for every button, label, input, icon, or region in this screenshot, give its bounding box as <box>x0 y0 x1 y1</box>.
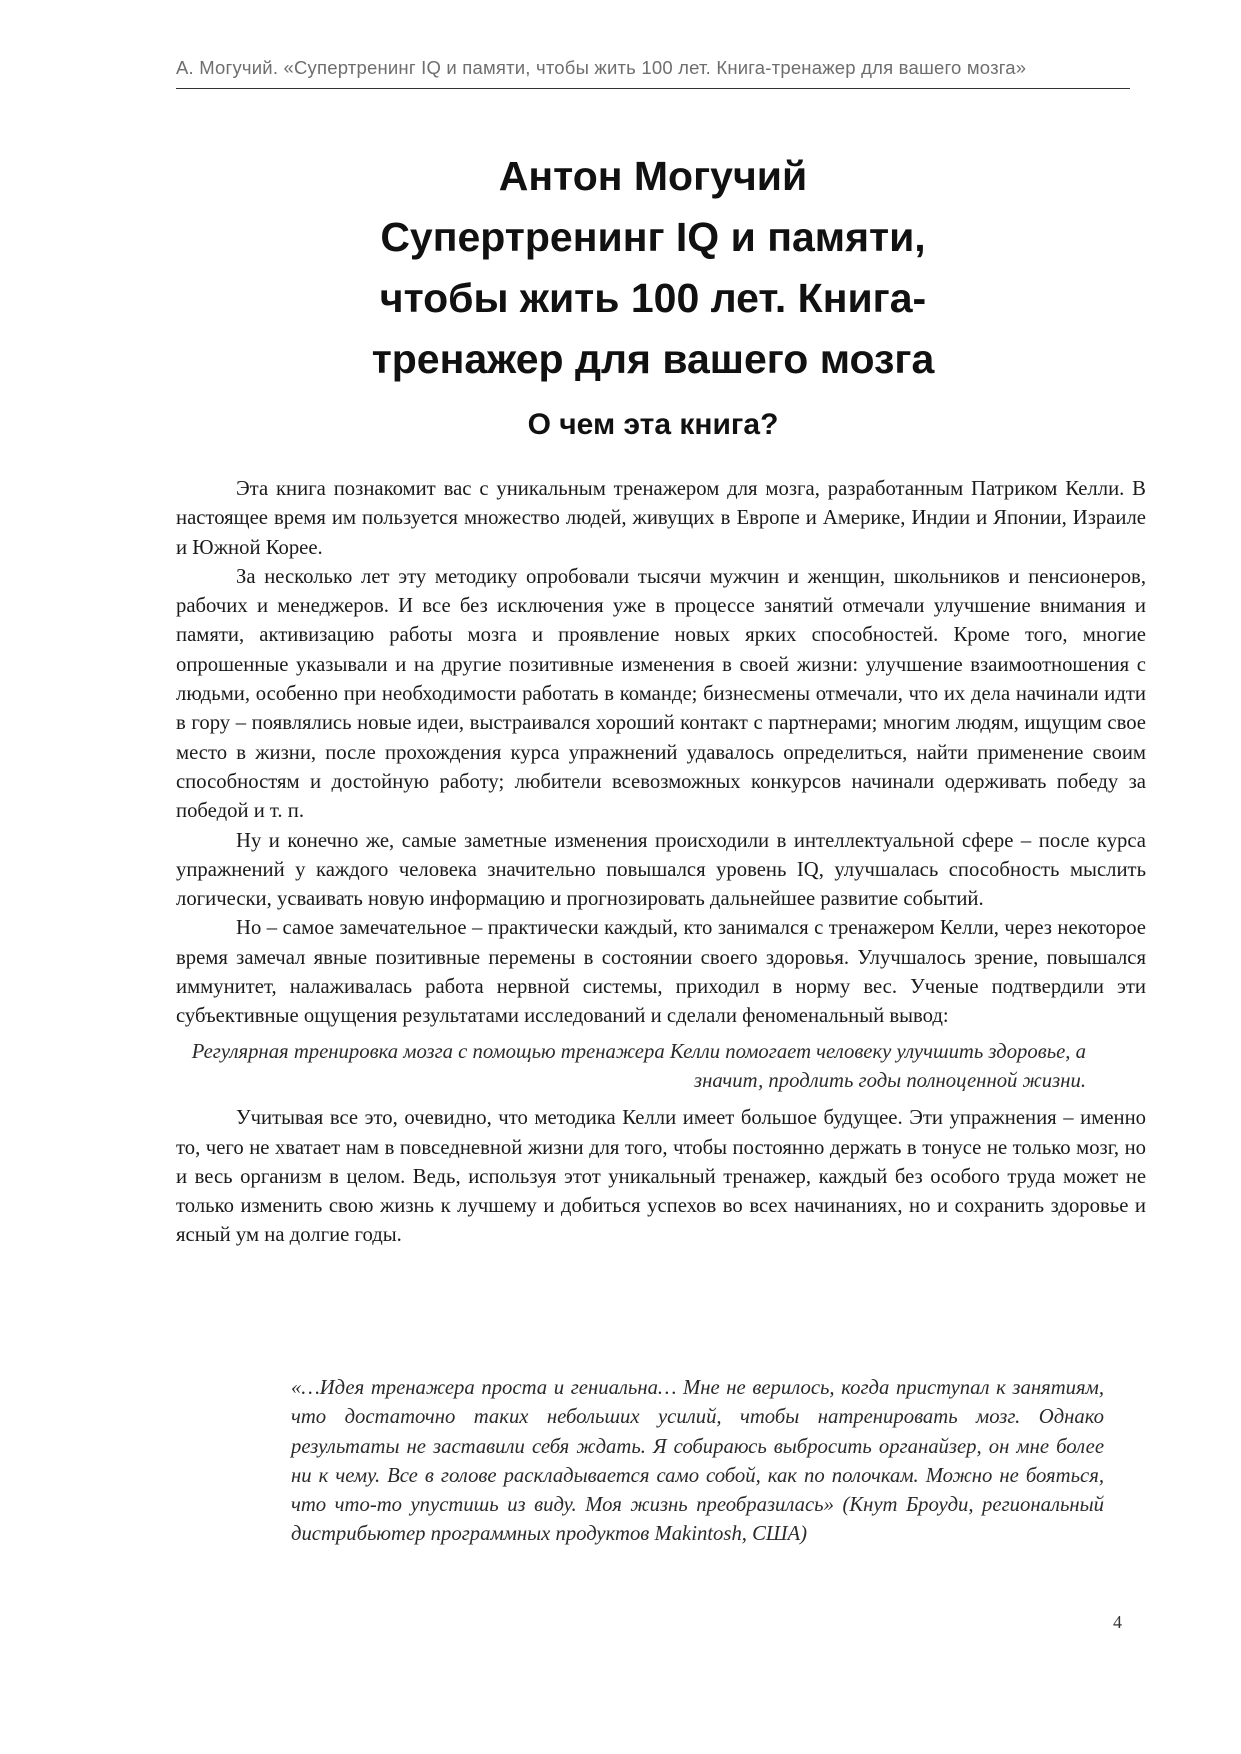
conclusion-quote: Регулярная тренировка мозга с помощью тренажера Келли помогает человеку улучшить здоровье, а значит, продлить годы полноценной жизни. <box>191 1040 1086 1092</box>
book-title-line: Антон Могучий <box>498 153 808 199</box>
book-title-line: тренажер для вашего мозга <box>371 336 935 382</box>
paragraph: Эта книга познакомит вас с уникальным тренажером для мозга, разработанным Патриком Келли. В настоящее время им пользуется множество людей, живущих в Европе и Америке, Индии и Японии, Израиле и Южной Корее. <box>176 478 1146 559</box>
closing-paragraph: Учитывая все это, очевидно, что методика Келли имеет большое будущее. Эти упражнения – именно то, чего не хватает нам в повседневной жизни для того, чтобы постоянно держать в тонусе не только мозг, но и весь организм в целом. Ведь, используя этот уникальный тренажер, каждый без особого труда может не только изменить свою жизнь к лучшему и добиться успехов во всех начинаниях, но и сохранить здоровье и ясный ум на долгие годы. <box>176 1107 1146 1247</box>
book-title <box>176 146 1130 390</box>
running-head: А. Могучий. «Супертренинг IQ и памяти, чтобы жить 100 лет. Книга-тренажер для вашего мозга» <box>176 57 1027 78</box>
paragraph: Но – самое замечательное – практически каждый, кто занимался с тренажером Келли, через некоторое время замечал явные позитивные перемены в состоянии своего здоровья. Улучшалось зрение, повышался иммунитет, налаживалась работа нервной системы, приходил в норму вес. Ученые подтвердили эти субъективные ощущения результатами исследований и сделали феноменальный вывод: <box>176 917 1146 1028</box>
testimonial-quote: «…Идея тренажера проста и гениальна… Мне не верилось, когда приступал к занятиям, что достаточно таких небольших усилий, чтобы натренировать мозг. Однако результаты не заставили себя ждать. Я собираюсь выбросить органайзер, он мне более ни к чему. Все в голове раскладывается само собой, как по полочкам. Можно не бояться, что что-то упустишь из виду. Моя жизнь преобразилась» (Кнут Броуди, региональный дистрибьютер программных продуктов Makintosh, США) <box>291 1377 1104 1546</box>
page-number: 4 <box>1113 1612 1122 1632</box>
paragraph: Ну и конечно же, самые заметные изменения происходили в интеллектуальной сфере – после курса упражнений у каждого человека значительно повышался уровень IQ, улучшалась способность мыслить логически, усваивать новую информацию и прогнозировать дальнейшее развитие событий. <box>176 829 1146 911</box>
paragraph: За несколько лет эту методику опробовали тысячи мужчин и женщин, школьников и пенсионеров, рабочих и менеджеров. И все без исключения уже в процессе занятий отмечали улучшение внимания и памяти, активизацию работы мозга и проявление новых ярких способностей. Кроме того, многие опрошенные указывали и на другие позитивные изменения в своей жизни: улучшение взаимоотношения с людьми, особенно при необходимости работать в команде; бизнесмены отмечали, что их дела начинали идти в гору – появлялись новые идеи, выстраивался хороший контакт с партнерами; многим людям, ищущим свое место в жизни, после прохождения курса упражнений удавалось определиться, найти применение своим способностям и достойную работу; любители всевозможных конкурсов начинали одерживать победу за победой и т. п. <box>176 565 1146 823</box>
header-rule <box>176 88 1130 89</box>
book-title-line: чтобы жить 100 лет. Книга- <box>379 275 927 321</box>
section-heading: О чем эта книга? <box>527 408 779 441</box>
body-text <box>176 475 1146 1251</box>
book-title-line: Супертренинг IQ и памяти, <box>380 214 926 260</box>
